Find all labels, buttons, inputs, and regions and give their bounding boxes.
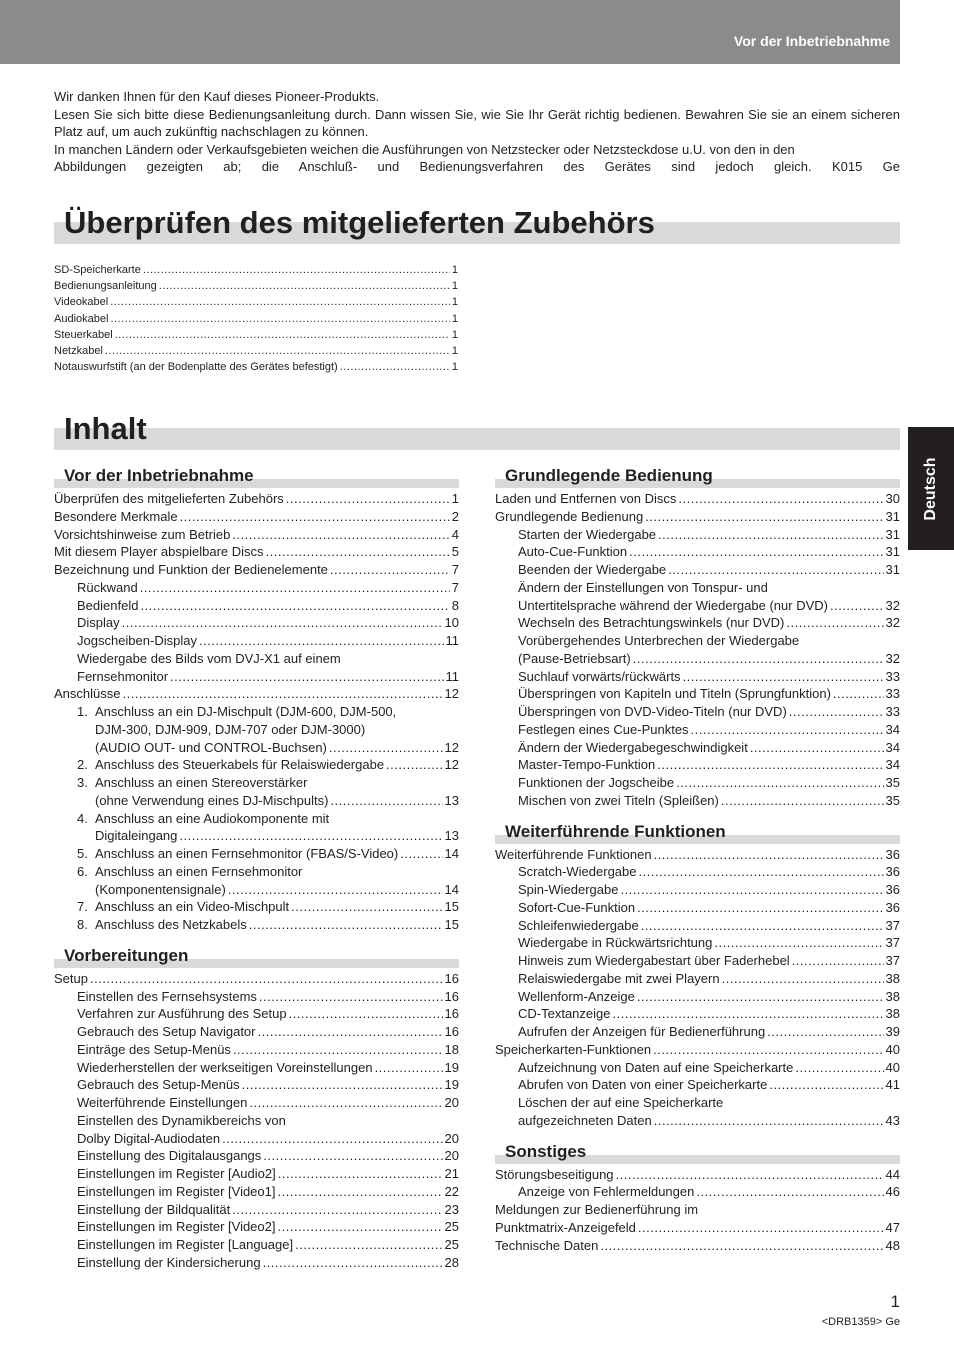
toc-entry-label: (ohne Verwendung eines DJ-Mischpults) <box>95 792 329 808</box>
toc-entry[interactable] <box>54 970 459 988</box>
item-label: Steuerkabel <box>54 328 113 341</box>
toc-entry-label: Laden und Entfernen von Discs <box>495 491 677 506</box>
toc-entry-page: 39 <box>885 1024 900 1039</box>
toc-entry-page: 10 <box>444 615 459 631</box>
toc-entry-page: 19 <box>444 1077 459 1093</box>
toc-entry-label: Wellenform-Anzeige <box>518 988 635 1004</box>
toc-entry[interactable] <box>495 1041 900 1059</box>
toc-entry[interactable] <box>495 1166 900 1184</box>
section-heading <box>495 821 900 845</box>
toc-entry-page: 31 <box>885 508 900 524</box>
toc-entry-line: DJM-300, DJM-909, DJM-707 oder DJM-3000) <box>95 721 366 737</box>
toc-entry-page: 34 <box>885 757 900 773</box>
toc-entry-page: 33 <box>885 686 900 702</box>
toc-entry-page: 5 <box>451 544 459 560</box>
toc-entry[interactable] <box>54 792 459 810</box>
toc-entry-line-text: Anschluss an einen Fernsehmonitor <box>95 863 303 879</box>
toc-entry-page: 33 <box>885 668 900 684</box>
toc-entry[interactable] <box>54 543 459 561</box>
toc-entry-line: Ändern der Einstellungen von Tonspur- und <box>518 579 768 595</box>
toc-entry-line <box>54 774 459 792</box>
toc-entry-page: 13 <box>444 828 459 844</box>
toc-entry-label: Anschluss des Netzkabels <box>95 917 247 932</box>
toc-entry-label: Festlegen eines Cue-Punktes <box>518 721 689 737</box>
item-label: Videokabel <box>54 296 109 309</box>
document-code: <DRB1359> Ge <box>821 1316 900 1328</box>
toc-entry-label: Punktmatrix-Anzeigefeld <box>495 1219 636 1235</box>
toc-entry[interactable] <box>495 1005 900 1023</box>
toc-entry[interactable] <box>495 668 900 686</box>
toc-entry[interactable] <box>495 899 900 917</box>
toc-entry[interactable] <box>54 1023 459 1041</box>
toc-entry-page: 12 <box>444 686 459 702</box>
toc-entry-page: 44 <box>885 1166 900 1182</box>
toc-entry[interactable] <box>495 881 900 899</box>
item-label: Netzkabel <box>54 345 103 358</box>
toc-entry[interactable] <box>495 1076 900 1094</box>
toc-entry-label: Funktionen der Jogscheibe <box>518 775 675 790</box>
toc-entry-label: Digitaleingang <box>95 828 178 844</box>
toc-entry-label: Anschluss des Steuerkabels für Relaiswiedergabe <box>95 757 385 773</box>
list-item <box>54 262 458 278</box>
toc-entry-label: Abrufen von Daten von einer Speicherkarte <box>518 1077 768 1093</box>
item-qty: 1 <box>451 312 458 325</box>
toc-entry-label: Setup <box>54 970 88 986</box>
toc-entry-label: Starten der Wiedergabe <box>518 526 657 542</box>
language-side-tab-label: Deutsch <box>922 456 939 521</box>
section-heading <box>54 945 459 969</box>
intro-text <box>54 88 900 176</box>
toc-entry-page: 16 <box>444 1006 459 1022</box>
toc-entry-page: 48 <box>885 1237 900 1253</box>
accessories-heading <box>54 203 900 243</box>
toc-entry-page: 22 <box>444 1183 459 1199</box>
intro-paragraph: Abbildungen gezeigten ab; die Anschluß- und Bedienungsverfahren des Gerätes sind jedoch gleich. <box>54 159 812 174</box>
toc-entry-page: 38 <box>885 1006 900 1022</box>
toc-entry-page: 32 <box>885 615 900 631</box>
toc-entry-page: 33 <box>885 704 900 719</box>
toc-entry[interactable] <box>54 668 459 686</box>
toc-entry-page: 43 <box>885 1112 900 1128</box>
toc-entry-num: 4. <box>77 810 88 826</box>
toc-entry-page: 37 <box>885 917 900 933</box>
toc-entry-page: 21 <box>444 1166 459 1181</box>
toc-entry[interactable] <box>54 756 459 774</box>
item-qty: 1 <box>451 296 458 309</box>
toc-entry[interactable] <box>495 650 900 668</box>
toc-entry[interactable] <box>54 916 459 934</box>
toc-entry-label: Technische Daten <box>495 1237 599 1253</box>
toc-entry-label: Aufrufen der Anzeigen für Bedienerführung <box>518 1024 766 1039</box>
toc-entry[interactable] <box>495 703 900 721</box>
toc-entry[interactable] <box>54 614 459 632</box>
toc-left-column <box>54 465 459 1283</box>
toc-entry[interactable] <box>495 1183 900 1201</box>
item-label: Notauswurfstift (an der Bodenplatte des Gerätes befestigt) <box>54 361 338 374</box>
item-qty: 1 <box>451 361 458 374</box>
item-qty: 1 <box>451 345 458 358</box>
toc-entry-label: Gebrauch des Setup Navigator <box>77 1024 256 1039</box>
toc-entry[interactable] <box>54 827 459 845</box>
toc-entry-label: (Komponentensignale) <box>95 881 226 897</box>
toc-entry-page: 38 <box>885 988 900 1004</box>
toc-entry-page: 46 <box>885 1184 900 1200</box>
toc-entry-page: 2 <box>451 508 459 524</box>
toc-section-weiterfuehrende <box>495 821 900 1130</box>
toc-entry-label: Anschlüsse <box>54 686 121 702</box>
toc-entry-line <box>54 810 459 828</box>
list-item <box>54 311 458 327</box>
toc-entry-page: 14 <box>444 846 459 861</box>
toc-entry-label: Rückwand <box>77 579 138 595</box>
toc-entry-page: 23 <box>444 1201 459 1217</box>
toc-entry-line: Vorübergehendes Unterbrechen der Wiedergabe <box>518 633 800 648</box>
toc-entry-label: Schleifenwiedergabe <box>518 917 639 933</box>
toc-entry-label: Sofort-Cue-Funktion <box>518 899 636 915</box>
toc-entry[interactable] <box>495 1237 900 1255</box>
toc-entry-label: Scratch-Wiedergabe <box>518 864 637 880</box>
toc-entry-label: Beenden der Wiedergabe <box>518 562 667 577</box>
toc-entry-label: (Pause-Betriebsart) <box>518 650 631 666</box>
toc-entry[interactable] <box>54 1201 459 1219</box>
accessories-heading-text: Überprüfen des mitgelieferten Zubehörs <box>64 205 655 240</box>
toc-section-vorbereitungen <box>54 945 459 1272</box>
toc-entry[interactable] <box>495 1059 900 1077</box>
language-side-tab <box>908 427 954 550</box>
toc-entry-label: Display <box>77 615 120 631</box>
list-item <box>54 327 458 343</box>
toc-entry[interactable] <box>54 881 459 899</box>
section-heading-text: Grundlegende Bedienung <box>505 466 713 485</box>
toc-entry-label: Dolby Digital-Audiodaten <box>77 1130 221 1146</box>
toc-entry[interactable] <box>495 917 900 935</box>
toc-entry[interactable] <box>495 988 900 1006</box>
toc-entry-label: Anschluss an einen Fernsehmonitor (FBAS/S-Video) <box>95 846 399 861</box>
section-heading-text: Weiterführende Funktionen <box>505 821 726 841</box>
toc-entry[interactable] <box>54 1183 459 1201</box>
toc-entry-line-text: Anschluss an eine Audiokomponente mit <box>95 810 330 826</box>
toc-entry-page: 37 <box>885 935 900 951</box>
toc-entry-label: Jogscheiben-Display <box>77 633 197 648</box>
toc-entry[interactable] <box>495 561 900 579</box>
toc-entry-label: Einstellung der Kindersicherung <box>77 1254 261 1270</box>
toc-entry-label: Grundlegende Bedienung <box>495 508 644 524</box>
toc-entry-page: 15 <box>444 899 459 915</box>
toc-entry-num: 1. <box>77 704 88 719</box>
toc-entry-page: 30 <box>885 491 900 506</box>
item-label: SD-Speicherkarte <box>54 264 141 276</box>
toc-entry-label: Suchlauf vorwärts/rückwärts <box>518 668 681 684</box>
header-title: Vor der Inbetriebnahme <box>733 33 890 49</box>
toc-entry-line: Wiedergabe des Bilds vom DVJ-X1 auf einem <box>77 650 341 666</box>
toc-entry-label: Weiterführende Funktionen <box>495 846 652 862</box>
toc-entry-page: 41 <box>885 1077 900 1093</box>
toc-entry[interactable] <box>495 792 900 810</box>
toc-entry-page: 15 <box>444 917 459 932</box>
intro-paragraph: In manchen Ländern oder Verkaufsgebieten weichen die Ausführungen von Netzstecker oder Netzsteckdose u.U. von den in den <box>54 141 795 157</box>
toc-entry-page: 31 <box>885 526 900 542</box>
toc-entry[interactable] <box>54 490 459 508</box>
toc-entry[interactable] <box>495 1023 900 1041</box>
toc-entry-label: Einstellung der Bildqualität <box>77 1201 231 1217</box>
toc-entry-page: 36 <box>885 882 900 897</box>
list-item <box>54 294 458 310</box>
toc-entry-page: 12 <box>444 739 459 755</box>
toc-entry-page: 7 <box>451 562 459 577</box>
toc-entry-label: Mit diesem Player abspielbare Discs <box>54 544 264 560</box>
toc-entry-page: 34 <box>885 721 900 737</box>
section-heading <box>54 465 459 489</box>
header-bar <box>0 0 900 64</box>
toc-entry-line-text: Anschluss an ein DJ-Mischpult (DJM-600, DJM-500, <box>95 704 397 719</box>
toc-entry[interactable] <box>54 1236 459 1254</box>
toc-entry[interactable] <box>54 526 459 544</box>
toc-section-grundlegende <box>495 465 900 810</box>
toc-entry-label: Spin-Wiedergabe <box>518 882 619 897</box>
toc-entry[interactable] <box>54 685 459 703</box>
toc-entry-page: 31 <box>885 562 900 577</box>
toc-entry-page: 36 <box>885 846 900 862</box>
toc-entry-label: Einstellungen im Register [Video1] <box>77 1183 276 1199</box>
list-item <box>54 343 458 359</box>
toc-entry-page: 8 <box>451 597 459 613</box>
intro-code: K015 Ge <box>831 159 900 174</box>
toc-entry-label: Untertitelsprache während der Wiedergabe (nur DVD) <box>518 597 828 613</box>
toc-entry-label: Vorsichtshinweise zum Betrieb <box>54 526 231 542</box>
toc-entry[interactable] <box>54 1005 459 1023</box>
section-heading-text: Vorbereitungen <box>64 945 189 965</box>
toc-entry-page: 19 <box>444 1059 459 1075</box>
toc-entry-label: Gebrauch des Setup-Menüs <box>77 1077 240 1093</box>
toc-entry-page: 16 <box>444 1024 459 1039</box>
toc-entry-label: Relaiswiedergabe mit zwei Playern <box>518 970 720 986</box>
toc-entry-page: 1 <box>451 491 459 506</box>
toc-entry-label: Master-Tempo-Funktion <box>518 757 656 773</box>
toc-entry[interactable] <box>54 1165 459 1183</box>
toc-entry-page: 11 <box>445 668 459 684</box>
toc-entry-label: Aufzeichnung von Daten auf eine Speicherkarte <box>518 1059 794 1075</box>
section-heading <box>495 1141 900 1165</box>
item-qty: 1 <box>451 328 458 341</box>
toc-entry-page: 7 <box>451 579 459 595</box>
page-number: 1 <box>890 1292 900 1311</box>
toc-entry[interactable] <box>54 988 459 1006</box>
item-qty: 1 <box>451 264 458 276</box>
toc-entry-num: 8. <box>77 917 88 932</box>
toc-entry[interactable] <box>495 543 900 561</box>
toc-entry-label: Einstellungen im Register [Video2] <box>77 1219 276 1235</box>
toc-entry[interactable] <box>54 1094 459 1112</box>
toc-entry-label: Weiterführende Einstellungen <box>77 1095 248 1110</box>
toc-entry[interactable] <box>54 597 459 615</box>
toc-entry-label: Besondere Merkmale <box>54 508 178 524</box>
toc-entry-page: 11 <box>445 633 459 648</box>
toc-entry-page: 20 <box>444 1148 459 1164</box>
toc-entry[interactable] <box>54 898 459 916</box>
toc-entry-line <box>54 863 459 881</box>
toc-entry-page: 34 <box>885 739 900 755</box>
toc-entry[interactable] <box>495 1112 900 1130</box>
toc-entry-label: Einstellung des Digitalausgangs <box>77 1148 262 1164</box>
toc-entry-page: 37 <box>885 953 900 968</box>
toc-entry-page: 12 <box>444 757 459 773</box>
toc-entry-page: 32 <box>885 597 900 613</box>
toc-entry[interactable] <box>54 1076 459 1094</box>
toc-entry-label: Bezeichnung und Funktion der Bedienelemente <box>54 562 328 577</box>
toc-entry-num: 5. <box>77 846 88 861</box>
toc-entry-page: 13 <box>444 792 459 808</box>
toc-entry[interactable] <box>54 1130 459 1148</box>
toc-entry-label: Auto-Cue-Funktion <box>518 544 628 560</box>
toc-entry-line: Einstellen des Dynamikbereichs von <box>77 1112 286 1128</box>
toc-entry-label: Wechseln des Betrachtungswinkels (nur DVD) <box>518 615 785 631</box>
intro-paragraph-last <box>54 158 900 176</box>
toc-entry[interactable] <box>495 756 900 774</box>
toc-entry-label: CD-Textanzeige <box>518 1006 611 1022</box>
toc-entry-label: Mischen von zwei Titeln (Spleißen) <box>518 792 719 808</box>
toc-entry[interactable] <box>495 863 900 881</box>
toc-entry[interactable] <box>54 1147 459 1165</box>
intro-paragraph: Lesen Sie sich bitte diese Bedienungsanleitung durch. Dann wissen Sie, wie Sie Ihr Gerät richtig bedienen. Bewahren Sie sie an einem sicheren Platz auf, um auch zukünftig nachschlagen zu können. <box>54 106 900 139</box>
toc-entry-page: 32 <box>885 650 900 666</box>
toc-entry-line <box>54 703 459 721</box>
toc-entry[interactable] <box>495 721 900 739</box>
toc-entry-page: 36 <box>885 864 900 880</box>
section-heading <box>495 465 900 489</box>
contents-heading <box>54 409 900 449</box>
toc-entry[interactable] <box>54 1059 459 1077</box>
toc-entry-label: Einstellungen im Register [Language] <box>77 1237 294 1252</box>
toc-entry-num: 6. <box>77 863 88 879</box>
toc-entry[interactable] <box>495 597 900 615</box>
toc-entry-line: Löschen der auf eine Speicherkarte <box>518 1095 724 1110</box>
toc-entry-label: Einträge des Setup-Menüs <box>77 1041 231 1057</box>
toc-entry[interactable] <box>54 561 459 579</box>
toc-entry-page: 38 <box>885 970 900 986</box>
toc-entry[interactable] <box>495 614 900 632</box>
toc-entry[interactable] <box>495 970 900 988</box>
toc-entry-num: 3. <box>77 775 88 790</box>
toc-entry-page: 14 <box>444 881 459 897</box>
list-item <box>54 278 458 294</box>
toc-right-column <box>495 465 900 1265</box>
toc-entry-page: 47 <box>885 1219 900 1235</box>
item-label: Audiokabel <box>54 312 109 325</box>
item-label: Bedienungsanleitung <box>54 280 157 293</box>
contents-heading-text: Inhalt <box>64 411 147 446</box>
toc-entry[interactable] <box>495 1219 900 1237</box>
toc-entry[interactable] <box>495 685 900 703</box>
toc-entry-page: 40 <box>885 1041 900 1057</box>
toc-entry[interactable] <box>54 1218 459 1236</box>
toc-entry-label: aufgezeichneten Daten <box>518 1112 652 1128</box>
toc-entry-label: Bedienfeld <box>77 597 139 613</box>
toc-entry-label: Einstellen des Fernsehsystems <box>77 988 257 1004</box>
toc-entry-line-text: Anschluss an einen Stereoverstärker <box>95 775 308 790</box>
toc-entry-page: 35 <box>885 792 900 808</box>
toc-entry[interactable] <box>54 845 459 863</box>
toc-entry-page: 16 <box>444 970 459 986</box>
toc-entry[interactable] <box>54 508 459 526</box>
toc-entry-page: 20 <box>444 1130 459 1146</box>
toc-entry[interactable] <box>54 579 459 597</box>
toc-entry-page: 35 <box>885 775 900 790</box>
toc-entry-page: 20 <box>444 1095 459 1110</box>
toc-entry-label: Störungsbeseitigung <box>495 1166 614 1182</box>
toc-entry-label: Anschluss an ein Video-Mischpult <box>95 899 290 915</box>
toc-entry-line: Meldungen zur Bedienerführung im <box>495 1202 699 1217</box>
toc-entry-page: 25 <box>444 1219 459 1235</box>
toc-section-vor <box>54 465 459 934</box>
toc-entry-label: Ändern der Wiedergabegeschwindigkeit <box>518 739 748 755</box>
toc-entry-page: 36 <box>885 899 900 915</box>
toc-entry-page: 4 <box>451 526 459 542</box>
toc-entry-page: 40 <box>885 1059 900 1075</box>
toc-entry-label: Einstellungen im Register [Audio2] <box>77 1166 276 1181</box>
toc-entry-page: 28 <box>444 1254 459 1270</box>
intro-paragraph: Wir danken Ihnen für den Kauf dieses Pioneer-Produkts. <box>54 89 380 104</box>
toc-entry-label: (AUDIO OUT- und CONTROL-Buchsen) <box>95 739 327 755</box>
toc-entry-label: Anzeige von Fehlermeldungen <box>518 1184 695 1200</box>
toc-entry[interactable] <box>495 739 900 757</box>
toc-entry[interactable] <box>495 508 900 526</box>
toc-entry[interactable] <box>495 846 900 864</box>
toc-entry-label: Verfahren zur Ausführung des Setup <box>77 1006 287 1022</box>
toc-entry-label: Speicherkarten-Funktionen <box>495 1041 652 1057</box>
toc-entry-label: Hinweis zum Wiedergabestart über Faderhebel <box>518 953 790 968</box>
toc-entry[interactable] <box>54 1041 459 1059</box>
section-heading-text: Sonstiges <box>505 1141 587 1161</box>
toc-entry[interactable] <box>54 1254 459 1272</box>
toc-entry[interactable] <box>54 739 459 757</box>
toc-entry-page: 31 <box>885 544 900 560</box>
toc-entry-page: 18 <box>444 1041 459 1057</box>
toc-entry-label: Überspringen von Kapiteln und Titeln (Sprungfunktion) <box>518 686 831 702</box>
toc-entry[interactable] <box>495 490 900 508</box>
toc-entry-num: 7. <box>77 899 88 915</box>
accessories-list <box>54 262 458 375</box>
toc-entry-label: Überprüfen des mitgelieferten Zubehörs <box>54 491 284 506</box>
toc-entry-page: 16 <box>444 988 459 1004</box>
toc-entry-label: Wiedergabe in Rückwärtsrichtung <box>518 935 713 951</box>
toc-entry-label: Fernsehmonitor <box>77 668 169 684</box>
toc-entry[interactable] <box>54 632 459 650</box>
item-qty: 1 <box>451 280 458 293</box>
toc-section-sonstiges <box>495 1141 900 1255</box>
toc-entry-label: Wiederherstellen der werkseitigen Voreinstellungen <box>77 1059 373 1075</box>
section-heading-text: Vor der Inbetriebnahme <box>64 466 254 485</box>
toc-entry-num: 2. <box>77 757 88 773</box>
list-item <box>54 359 458 375</box>
toc-entry[interactable] <box>495 526 900 544</box>
toc-entry[interactable] <box>495 934 900 952</box>
toc-entry-label: Überspringen von DVD-Video-Titeln (nur DVD) <box>518 704 787 719</box>
toc-entry[interactable] <box>495 952 900 970</box>
toc-entry-page: 25 <box>444 1237 459 1252</box>
toc-entry[interactable] <box>495 774 900 792</box>
